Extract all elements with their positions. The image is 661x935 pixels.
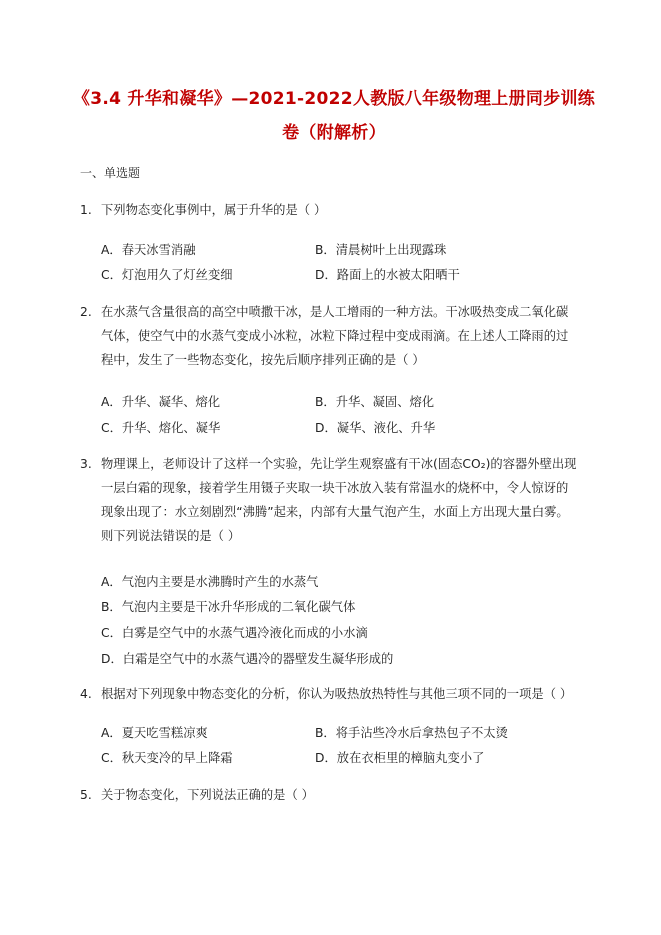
option-c: C．灯泡用久了灯丝变细 xyxy=(101,268,233,282)
section-heading: 一、单选题 xyxy=(80,166,141,180)
question-number: 2. xyxy=(80,305,92,319)
option-b: B．升华、凝固、熔化 xyxy=(315,395,435,409)
option-b: B．将手沾些冷水后拿热包子不太烫 xyxy=(315,726,508,740)
question-number: 1. xyxy=(80,203,92,217)
option-c: C．秋天变冷的早上降霜 xyxy=(101,751,233,765)
option-d: D．放在衣柜里的樟脑丸变小了 xyxy=(315,751,485,765)
option-d: D．路面上的水被太阳晒干 xyxy=(315,268,460,282)
question-stem: 根据对下列现象中物态变化的分析，你认为吸热放热特性与其他三项不同的一项是（ ） xyxy=(101,687,573,701)
option-b: B．气泡内主要是干冰升华形成的二氧化碳气体 xyxy=(101,600,356,614)
option-a: A．气泡内主要是水沸腾时产生的水蒸气 xyxy=(101,575,319,589)
option-d: D．白霜是空气中的水蒸气遇冷的器壁发生凝华形成的 xyxy=(101,652,394,666)
option-a: A．升华、凝华、熔化 xyxy=(101,395,221,409)
document-title: 《3.4 升华和凝华》—2021-2022人教版八年级物理上册同步训练卷（附解析） xyxy=(72,89,596,143)
question-stem: 物理课上，老师设计了这样一个实验，先让学生观察盛有干冰(固态CO₂)的容器外壁出现一层白霜的现象，接着学生用镊子夹取一块干冰放入装有常温水的烧杯中，令人惊讶的现象出现了：水立刻剧烈“沸腾”起来，内部有大量气泡产生，水面上方出现大量白雾。则下列说法错误的是（ ） xyxy=(101,457,577,543)
option-a: A．夏天吃雪糕凉爽 xyxy=(101,726,208,740)
question-stem: 在水蒸气含量很高的高空中喷撒干冰，是人工增雨的一种方法。干冰吸热变成二氧化碳气体，使空气中的水蒸气变成小冰粒，冰粒下降过程中变成雨滴。在上述人工降雨的过程中，发生了一些物态变化，按先后顺序排列正确的是（ ） xyxy=(101,305,569,367)
question-number: 5. xyxy=(80,788,92,802)
option-c: C．升华、熔化、凝华 xyxy=(101,421,221,435)
option-c: C．白雾是空气中的水蒸气遇冷液化而成的小水滴 xyxy=(101,626,368,640)
question-number: 4. xyxy=(80,687,92,701)
question-stem: 关于物态变化，下列说法正确的是（ ） xyxy=(101,788,314,802)
question-number: 3. xyxy=(80,457,92,471)
option-a: A．春天冰雪消融 xyxy=(101,243,196,257)
option-d: D．凝华、液化、升华 xyxy=(315,421,436,435)
question-stem: 下列物态变化事例中，属于升华的是（ ） xyxy=(101,203,327,217)
option-b: B．清晨树叶上出现露珠 xyxy=(315,243,447,257)
